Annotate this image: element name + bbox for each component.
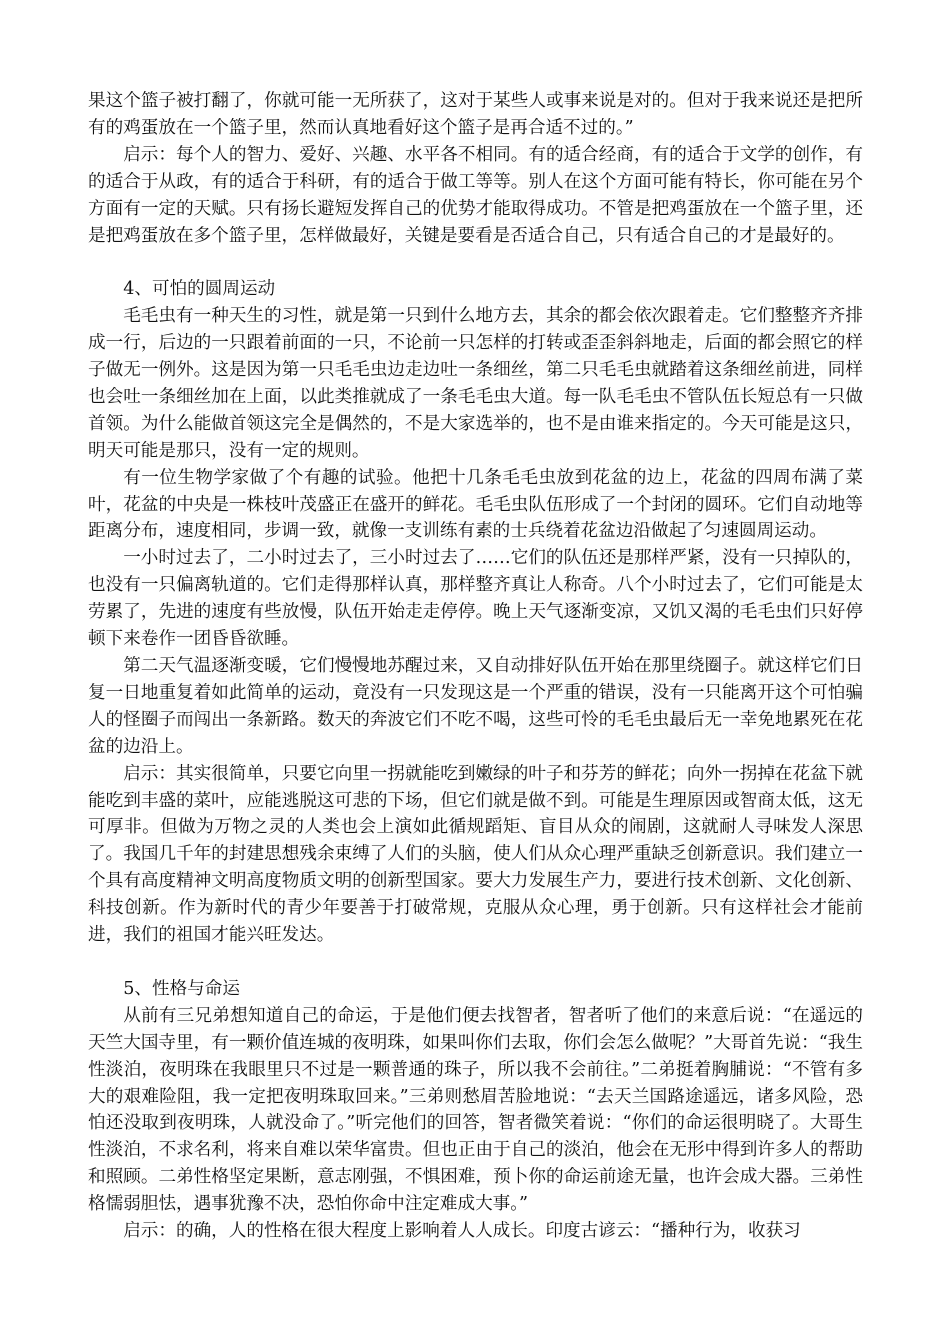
section-heading-5: 5、性格与命运 — [123, 978, 240, 999]
document-page — [88, 88, 863, 1245]
paragraph-hours-pass: 一小时过去了，二小时过去了，三小时过去了……它们的队伍还是那样严紧，没有一只掉队的，也没有一只偏离轨道的。它们走得那样认真，那样整齐真让人称奇。八个小时过去了，它们可能是太劳累了，先进的速度有些放慢，队伍开始走走停停。晚上天气逐渐变凉，又饥又渴的毛毛虫们只好停顿下来卷作一团昏昏欲睡。 — [88, 548, 863, 650]
paragraph-continued: 果这个篮子被打翻了，你就可能一无所获了，这对于某些人或事来说是对的。但对于我来说还是把所有的鸡蛋放在一个篮子里，然而认真地看好这个篮子是再合适不过的。” — [88, 91, 863, 138]
paragraph-insight-3: 启示：的确，人的性格在很大程度上影响着人人成长。印度古谚云：“播种行为，收获习 — [123, 1221, 801, 1242]
paragraph-next-day: 第二天气温逐渐变暖，它们慢慢地苏醒过来，又自动排好队伍开始在那里绕圈子。就这样它们日复一日地重复着如此简单的运动，竟没有一只发现这是一个严重的错误，没有一只能离开这个可怕骗人的怪圈子而闯出一条新路。数天的奔波它们不吃不喝，这些可怜的毛毛虫最后无一幸免地累死在花盆的边沿上。 — [88, 656, 863, 757]
paragraph-insight-1: 启示：每个人的智力、爱好、兴趣、水平各不相同。有的适合经商，有的适合于文学的创作，有的适合于从政，有的适合于科研，有的适合于做工等等。别人在这个方面可能有特长，你可能在另个方面有一定的天赋。只有扬长避短发挥自己的优势才能取得成功。不管是把鸡蛋放在一个篮子里，还是把鸡蛋放在多个篮子里，怎样做最好，关键是要看是否适合自己，只有适合自己的才是最好的。 — [88, 144, 863, 246]
section-heading-4: 4、可怕的圆周运动 — [123, 279, 276, 300]
paragraph-caterpillar-habit: 毛毛虫有一种天生的习性，就是第一只到什么地方去，其余的都会依次跟着走。它们整整齐齐排成一行，后边的一只跟着前面的一只，不论前一只怎样的打转或歪歪斜斜地走，后面的都会照它的样子做无一例外。这是因为第一只毛毛虫边走边吐一条细丝，第二只毛毛虫就踏着这条细丝前进，同样也会吐一条细丝加在上面，以此类推就成了一条毛毛虫大道。每一队毛毛虫不管队伍长短总有一只做首领。为什么能做首领这完全是偶然的，不是大家选举的，也不是由谁来指定的。今天可能是这只，明天可能是那只，没有一定的规则。 — [88, 306, 863, 461]
paragraph-three-brothers: 从前有三兄弟想知道自己的命运，于是他们便去找智者，智者听了他们的来意后说：“在遥远的天竺大国寺里，有一颗价值连城的夜明珠，如果叫你们去取，你们会怎么做呢？”大哥首先说：“我生性淡泊，夜明珠在我眼里只不过是一颗普通的珠子，所以我不会前往。”二弟挺着胸脯说：“不管有多大的艰难险阻，我一定把夜明珠取回来。”三弟则愁眉苦脸地说：“去天兰国路途遥远，诸多风险，恐怕还没取到夜明珠，人就没命了。”听完他们的回答，智者微笑着说：“你们的命运很明晓了。大哥生性淡泊，不求名利，将来自难以荣华富贵。但也正由于自己的淡泊，他会在无形中得到许多人的帮助和照顾。二弟性格坚定果断，意志刚强，不惧困难，预卜你的命运前途无量，也许会成大器。三弟性格懦弱胆怯，遇事犹豫不决，恐怕你命中注定难成大事。” — [88, 1005, 863, 1215]
paragraph-insight-2: 启示：其实很简单，只要它向里一拐就能吃到嫩绿的叶子和芬芳的鲜花；向外一拐掉在花盆下就能吃到丰盛的菜叶，应能逃脱这可悲的下场，但它们就是做不到。可能是生理原因或智商太低，这无可厚非。但做为万物之灵的人类也会上演如此循规蹈矩、盲目从众的闹剧，这就耐人寻味发人深思了。我国几千年的封建思想残余束缚了人们的头脑，使人们从众心理严重缺乏创新意识。我们建立一个具有高度精神文明高度物质文明的创新型国家。要大力发展生产力，要进行技术创新、文化创新、科技创新。作为新时代的青少年要善于打破常规，克服从众心理，勇于创新。只有这样社会才能前进，我们的祖国才能兴旺发达。 — [88, 763, 863, 946]
paragraph-experiment: 有一位生物学家做了个有趣的试验。他把十几条毛毛虫放到花盆的边上，花盆的四周布满了菜叶，花盆的中央是一株枝叶茂盛正在盛开的鲜花。毛毛虫队伍形成了一个封闭的圆环。它们自动地等距离分布，速度相同，步调一致，就像一支训练有素的士兵绕着花盆边沿做起了匀速圆周运动。 — [88, 467, 863, 542]
